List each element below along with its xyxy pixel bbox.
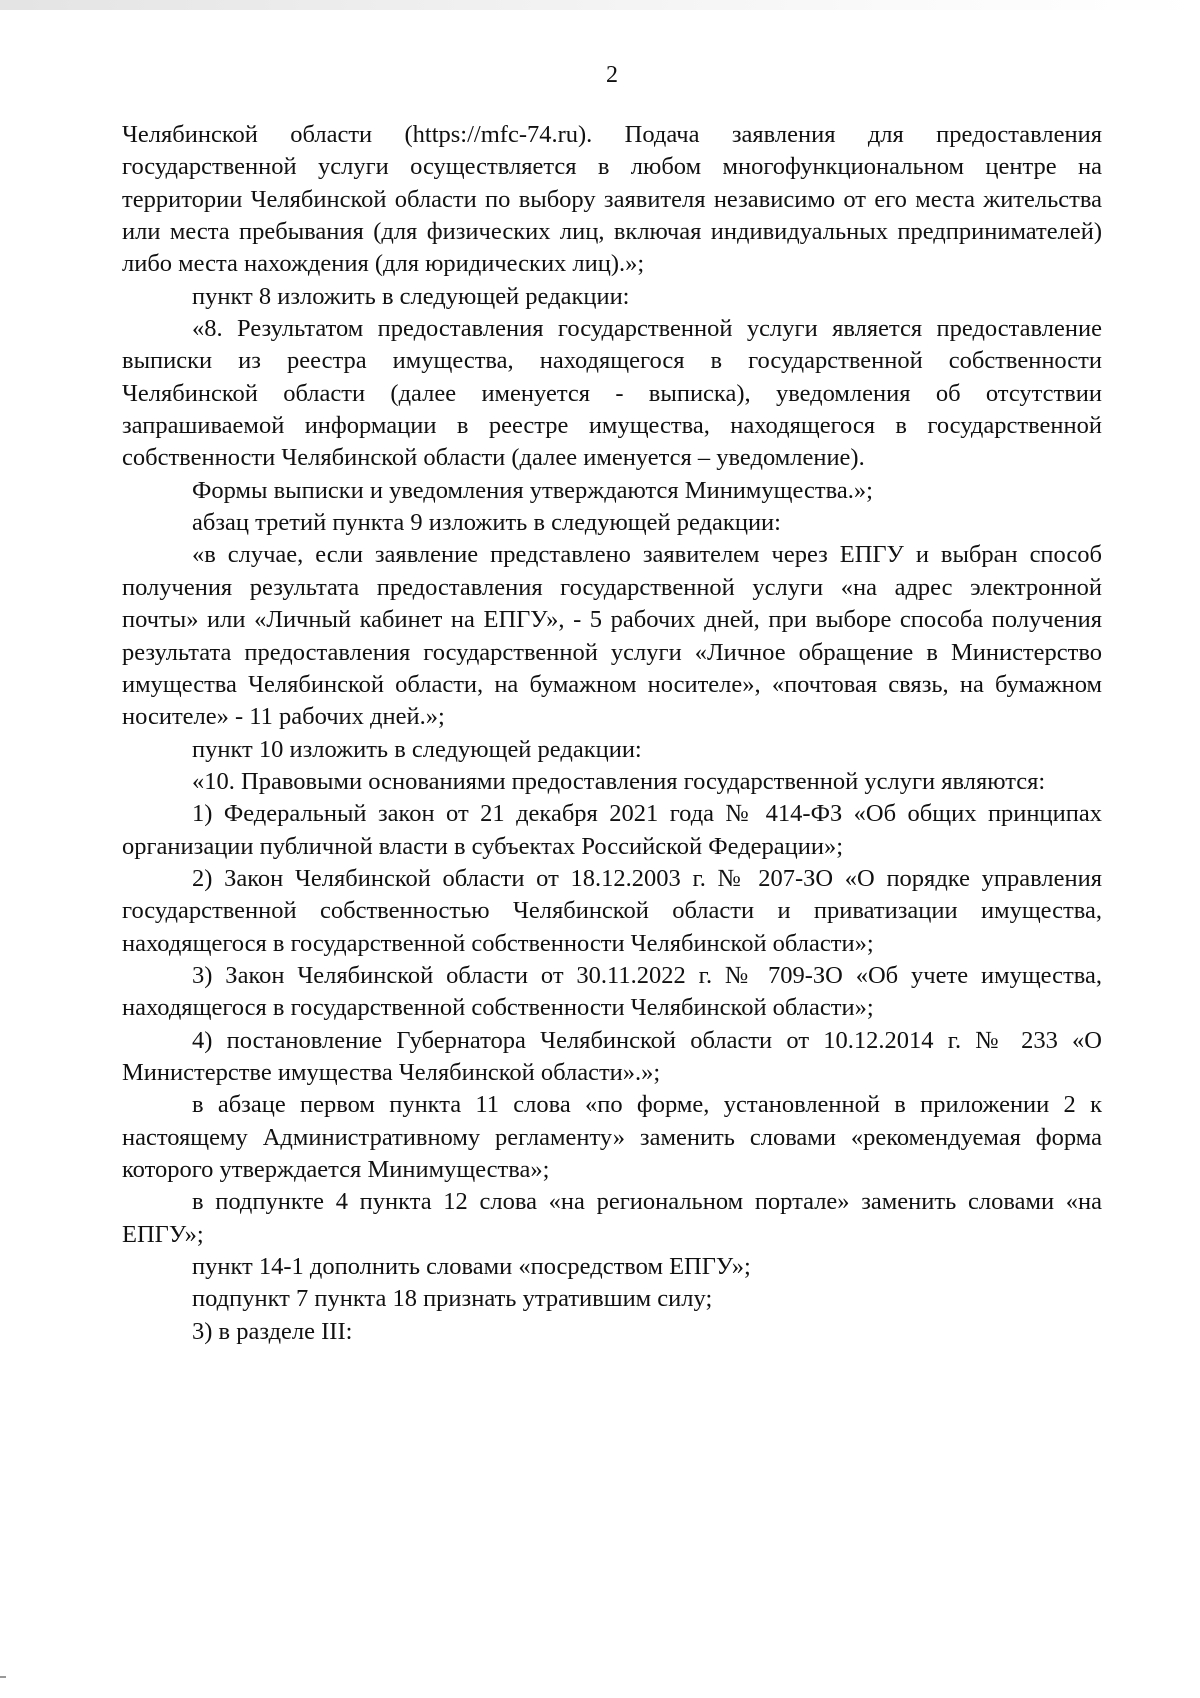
paragraph: 2) Закон Челябинской области от 18.12.2003 г. № 207-ЗО «О порядке управления государственной собственностью Челябинской области и приватизации имущества, находящегося в государственной собственности Челябинской области»; xyxy=(122,864,1102,957)
paragraph: «8. Результатом предоставления государственной услуги является предоставление выписки из реестра имущества, находящегося в государственной собственности Челябинской области (далее именуется - выписка), уведомления об отсутствии запрашиваемой информации в реестре имущества, находящегося в государственной собственности Челябинской области (далее именуется – уведомление). xyxy=(122,315,1102,472)
document-body xyxy=(122,119,1102,1348)
paragraph: 1) Федеральный закон от 21 декабря 2021 года № 414-ФЗ «Об общих принципах организации публичной власти в субъектах Российской Федерации»; xyxy=(122,800,1102,860)
paragraph: подпункт 7 пункта 18 признать утратившим силу; xyxy=(192,1285,713,1313)
paragraph: «в случае, если заявление представлено заявителем через ЕПГУ и выбран способ получения результата предоставления государственной услуги «на адрес электронной почты» или «Личный кабинет на ЕПГУ», - 5 рабочих дней, при выборе способа получения результата предоставления государственной услуги «Личное обращение в Министерство имущества Челябинской области, на бумажном носителе», «почтовая связь, на бумажном носителе» - 11 рабочих дней.»; xyxy=(122,541,1102,731)
document-page xyxy=(122,0,1102,1698)
paragraph: абзац третий пункта 9 изложить в следующей редакции: xyxy=(192,509,781,537)
scan-edge-mark xyxy=(0,1676,6,1678)
paragraph: Челябинской области (https://mfc-74.ru). Подача заявления для предоставления государственной услуги осуществляется в любом многофункциональном центре на территории Челябинской области по выбору заявителя независимо от его места жительства или места пребывания (для физических лиц, включая индивидуальных предпринимателей) либо места нахождения (для юридических лиц).»; xyxy=(122,121,1102,278)
paragraph: «10. Правовыми основаниями предоставления государственной услуги являются: xyxy=(192,767,1046,795)
paragraph: пункт 8 изложить в следующей редакции: xyxy=(192,282,630,310)
paragraph: пункт 10 изложить в следующей редакции: xyxy=(192,735,642,763)
paragraph: 4) постановление Губернатора Челябинской области от 10.12.2014 г. № 233 «О Министерстве имущества Челябинской области».»; xyxy=(122,1026,1102,1086)
paragraph: 3) в разделе III: xyxy=(192,1317,353,1345)
paragraph: 3) Закон Челябинской области от 30.11.2022 г. № 709-ЗО «Об учете имущества, находящегося в государственной собственности Челябинской области»; xyxy=(122,961,1102,1022)
paragraph: Формы выписки и уведомления утверждаются Минимущества.»; xyxy=(192,476,873,504)
page-number: 2 xyxy=(606,62,618,88)
paragraph: в абзаце первом пункта 11 слова «по форме, установленной в приложении 2 к настоящему Административному регламенту» заменить словами «рекомендуемая форма которого утверждается Минимущества»; xyxy=(122,1091,1102,1183)
paragraph: пункт 14-1 дополнить словами «посредством ЕПГУ»; xyxy=(192,1253,751,1281)
paragraph: в подпункте 4 пункта 12 слова «на региональном портале» заменить словами «на ЕПГУ»; xyxy=(122,1188,1102,1248)
